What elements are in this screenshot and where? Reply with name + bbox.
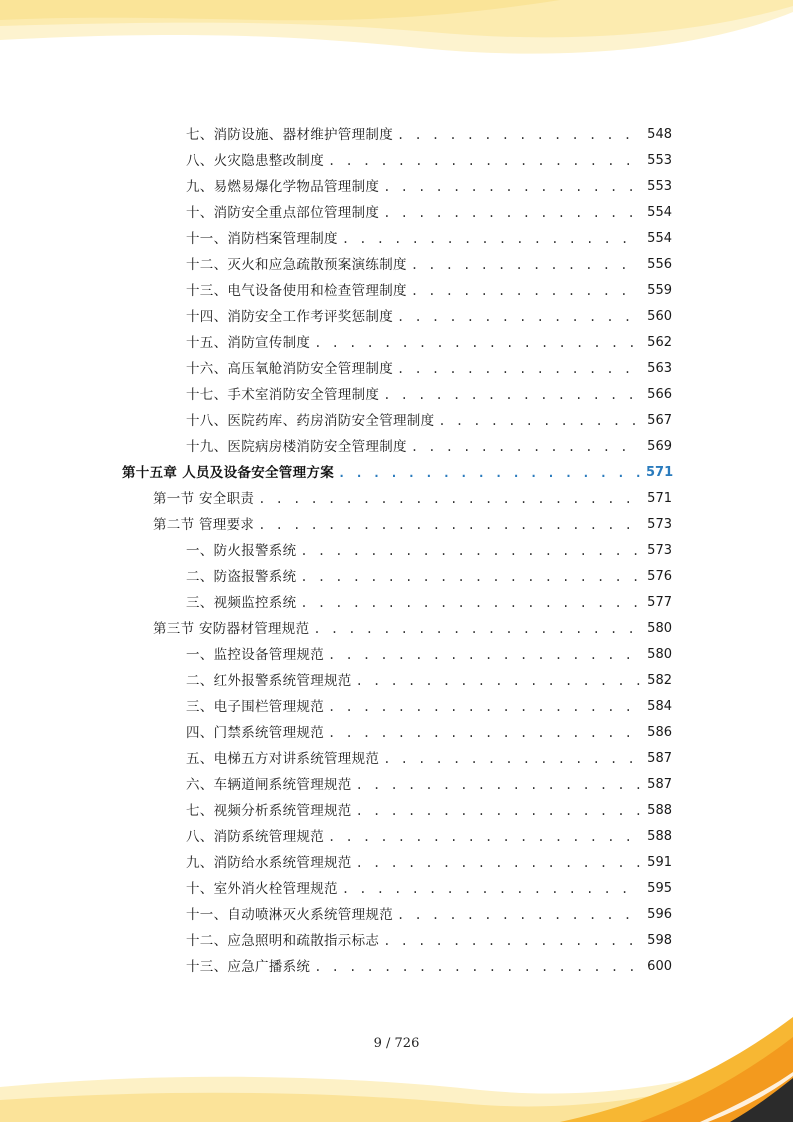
toc-leader-dots bbox=[438, 408, 640, 434]
toc-entry-title: 一、监控设备管理规范 bbox=[186, 647, 324, 663]
toc-entry[interactable] bbox=[186, 824, 672, 850]
toc-entry[interactable] bbox=[186, 902, 672, 928]
toc-leader-dots bbox=[328, 824, 640, 850]
toc-entry-title: 十二、灭火和应急疏散预案演练制度 bbox=[186, 257, 407, 273]
toc-entry-title: 十、室外消火栓管理规范 bbox=[186, 881, 338, 897]
toc-entry[interactable] bbox=[186, 226, 672, 252]
toc-chapter-entry[interactable] bbox=[122, 460, 672, 486]
toc-leader-dots bbox=[300, 538, 640, 564]
toc-entry-title: 四、门禁系统管理规范 bbox=[186, 725, 324, 741]
toc-entry[interactable] bbox=[186, 330, 672, 356]
toc-entry-title: 十九、医院病房楼消防安全管理制度 bbox=[186, 439, 407, 455]
toc-entry[interactable] bbox=[186, 954, 672, 980]
toc-leader-dots bbox=[383, 174, 640, 200]
toc-entry[interactable] bbox=[186, 200, 672, 226]
toc-entry-title: 三、电子围栏管理规范 bbox=[186, 699, 324, 715]
toc-leader-dots bbox=[328, 694, 640, 720]
toc-entry-page: 573 bbox=[647, 543, 672, 558]
top-wave-decoration bbox=[0, 0, 793, 90]
toc-entry-title: 第一节 安全职责 bbox=[153, 491, 255, 507]
toc-entry-page: 562 bbox=[647, 335, 672, 350]
toc-entry-title: 十五、消防宣传制度 bbox=[186, 335, 311, 351]
toc-entry-title: 十一、自动喷淋灭火系统管理规范 bbox=[186, 907, 393, 923]
toc-entry[interactable] bbox=[186, 356, 672, 382]
toc-entry-page: 554 bbox=[647, 231, 672, 246]
toc-entry-page: 567 bbox=[647, 413, 672, 428]
toc-entry[interactable] bbox=[186, 252, 672, 278]
toc-leader-dots bbox=[356, 772, 640, 798]
page-number-footer: 9 / 726 bbox=[373, 1036, 420, 1051]
toc-entry-page: 553 bbox=[647, 153, 672, 168]
toc-entry-page: 554 bbox=[647, 205, 672, 220]
toc-entry[interactable] bbox=[186, 538, 672, 564]
toc-leader-dots bbox=[338, 460, 640, 486]
toc-section-entry[interactable] bbox=[153, 486, 672, 512]
toc-leader-dots bbox=[356, 668, 640, 694]
toc-leader-dots bbox=[356, 798, 640, 824]
toc-entry-title: 八、火灾隐患整改制度 bbox=[186, 153, 324, 169]
toc-entry-page: 577 bbox=[647, 595, 672, 610]
toc-entry-title: 三、视频监控系统 bbox=[186, 595, 297, 611]
toc-entry-page: 591 bbox=[647, 855, 672, 870]
toc-entry-page: 580 bbox=[647, 621, 672, 636]
toc-leader-dots bbox=[313, 616, 640, 642]
toc-leader-dots bbox=[397, 304, 640, 330]
toc-leader-dots bbox=[258, 486, 640, 512]
toc-entry-page: 563 bbox=[647, 361, 672, 376]
toc-entry[interactable] bbox=[186, 590, 672, 616]
toc-entry-title: 十七、手术室消防安全管理制度 bbox=[186, 387, 380, 403]
toc-entry-page: 556 bbox=[647, 257, 672, 272]
toc-entry[interactable] bbox=[186, 408, 672, 434]
toc-entry-title: 七、消防设施、器材维护管理制度 bbox=[186, 127, 393, 143]
toc-entry-page: 569 bbox=[647, 439, 672, 454]
toc-entry-page: 566 bbox=[647, 387, 672, 402]
toc-entry-title: 九、易燃易爆化学物品管理制度 bbox=[186, 179, 380, 195]
toc-leader-dots bbox=[397, 122, 640, 148]
toc-entry-title: 十一、消防档案管理制度 bbox=[186, 231, 338, 247]
toc-entry-page: 553 bbox=[647, 179, 672, 194]
toc-entry-page: 600 bbox=[647, 959, 672, 974]
toc-leader-dots bbox=[328, 642, 640, 668]
toc-entry-title: 九、消防给水系统管理规范 bbox=[186, 855, 352, 871]
toc-entry-title: 第十五章 人员及设备安全管理方案 bbox=[122, 465, 334, 481]
toc-leader-dots bbox=[314, 954, 640, 980]
toc-entry-title: 十三、电气设备使用和检查管理制度 bbox=[186, 283, 407, 299]
toc-entry-page: 559 bbox=[647, 283, 672, 298]
toc-entry-title: 二、红外报警系统管理规范 bbox=[186, 673, 352, 689]
toc-entry[interactable] bbox=[186, 720, 672, 746]
toc-entry-title: 五、电梯五方对讲系统管理规范 bbox=[186, 751, 380, 767]
toc-entry-page: 582 bbox=[647, 673, 672, 688]
toc-entry[interactable] bbox=[186, 850, 672, 876]
toc-entry-page: 584 bbox=[647, 699, 672, 714]
toc-leader-dots bbox=[383, 928, 640, 954]
toc-leader-dots bbox=[397, 902, 640, 928]
toc-section-entry[interactable] bbox=[153, 616, 672, 642]
toc-leader-dots bbox=[411, 434, 640, 460]
toc-entry[interactable] bbox=[186, 122, 672, 148]
toc-entry-page: 560 bbox=[647, 309, 672, 324]
toc-entry-title: 十、消防安全重点部位管理制度 bbox=[186, 205, 380, 221]
toc-leader-dots bbox=[356, 850, 640, 876]
toc-leader-dots bbox=[300, 590, 640, 616]
toc-entry-title: 六、车辆道闸系统管理规范 bbox=[186, 777, 352, 793]
toc-entry[interactable] bbox=[186, 304, 672, 330]
toc-entry-page: 596 bbox=[647, 907, 672, 922]
toc-entry-page: 580 bbox=[647, 647, 672, 662]
toc-leader-dots bbox=[258, 512, 640, 538]
toc-leader-dots bbox=[342, 876, 640, 902]
toc-entry-page: 586 bbox=[647, 725, 672, 740]
toc-entry[interactable] bbox=[186, 746, 672, 772]
toc-leader-dots bbox=[397, 356, 640, 382]
toc-entry-title: 第三节 安防器材管理规范 bbox=[153, 621, 310, 637]
toc-leader-dots bbox=[328, 720, 640, 746]
toc-entry-page: 588 bbox=[647, 829, 672, 844]
toc-entry-title: 十六、高压氧舱消防安全管理制度 bbox=[186, 361, 393, 377]
toc-entry-title: 二、防盗报警系统 bbox=[186, 569, 297, 585]
toc-entry[interactable] bbox=[186, 382, 672, 408]
toc-entry-title: 十三、应急广播系统 bbox=[186, 959, 311, 975]
toc-entry[interactable] bbox=[186, 278, 672, 304]
toc-leader-dots bbox=[383, 200, 640, 226]
toc-entry[interactable] bbox=[186, 694, 672, 720]
toc-entry[interactable] bbox=[186, 668, 672, 694]
toc-entry-title: 十八、医院药库、药房消防安全管理制度 bbox=[186, 413, 435, 429]
toc-entry-title: 七、视频分析系统管理规范 bbox=[186, 803, 352, 819]
toc-entry-page: 576 bbox=[647, 569, 672, 584]
toc-leader-dots bbox=[342, 226, 640, 252]
toc-leader-dots bbox=[328, 148, 640, 174]
toc-entry-page: 587 bbox=[647, 751, 672, 766]
toc-entry-page: 571 bbox=[647, 491, 672, 506]
toc-entry-title: 十二、应急照明和疏散指示标志 bbox=[186, 933, 380, 949]
toc-leader-dots bbox=[411, 252, 640, 278]
toc-entry-page: 588 bbox=[647, 803, 672, 818]
toc-entry[interactable] bbox=[186, 928, 672, 954]
toc-entry-title: 一、防火报警系统 bbox=[186, 543, 297, 559]
toc-section-entry[interactable] bbox=[153, 512, 672, 538]
toc-entry-page: 598 bbox=[647, 933, 672, 948]
toc-entry-page: 571 bbox=[646, 465, 674, 480]
toc-entry-page: 548 bbox=[647, 127, 672, 142]
toc-entry[interactable] bbox=[186, 434, 672, 460]
toc-entry-page: 595 bbox=[647, 881, 672, 896]
toc-entry[interactable] bbox=[186, 772, 672, 798]
toc-leader-dots bbox=[300, 564, 640, 590]
toc-entry-page: 587 bbox=[647, 777, 672, 792]
toc-entry-title: 第二节 管理要求 bbox=[153, 517, 255, 533]
toc-entry-title: 八、消防系统管理规范 bbox=[186, 829, 324, 845]
bottom-wave-decoration bbox=[0, 992, 793, 1122]
toc-leader-dots bbox=[383, 382, 640, 408]
toc-entry[interactable] bbox=[186, 642, 672, 668]
toc-leader-dots bbox=[411, 278, 640, 304]
toc-entry[interactable] bbox=[186, 174, 672, 200]
toc-leader-dots bbox=[383, 746, 640, 772]
toc-entry-page: 573 bbox=[647, 517, 672, 532]
toc-entry[interactable] bbox=[186, 148, 672, 174]
toc-entry-title: 十四、消防安全工作考评奖惩制度 bbox=[186, 309, 393, 325]
toc-entry[interactable] bbox=[186, 798, 672, 824]
toc-entry[interactable] bbox=[186, 564, 672, 590]
toc-leader-dots bbox=[314, 330, 640, 356]
toc-entry[interactable] bbox=[186, 876, 672, 902]
